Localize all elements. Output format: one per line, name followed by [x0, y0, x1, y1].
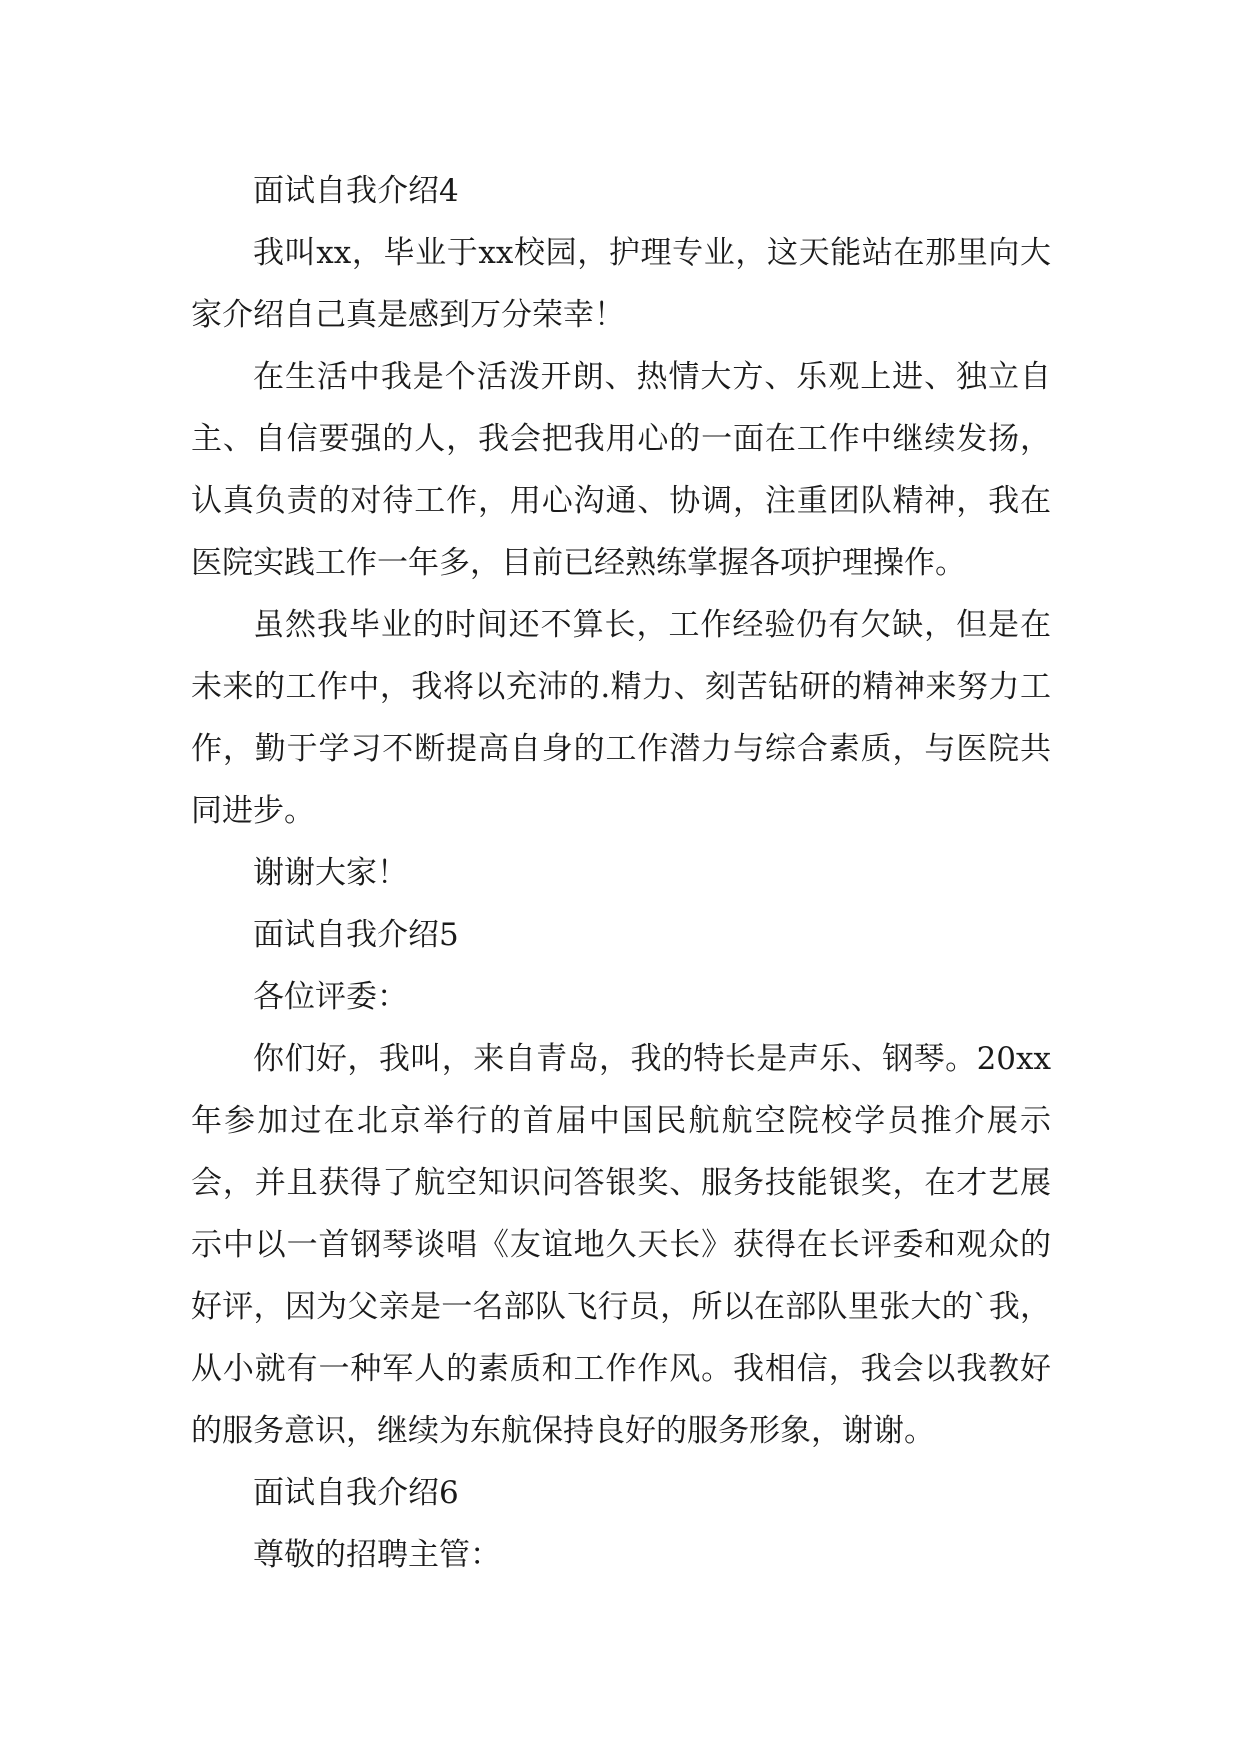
section-heading: 面试自我介绍4	[253, 173, 459, 209]
paragraph: 各位评委：	[253, 979, 408, 1015]
document-body	[191, 160, 1051, 1586]
paragraph: 你们好，我叫，来自青岛，我的特长是声乐、钢琴。20xx年参加过在北京举行的首届中国民航航空院校学员推介展示会，并且获得了航空知识问答银奖、服务技能银奖，在才艺展示中以一首钢琴谈唱《友谊地久天长》获得在长评委和观众的好评，因为父亲是一名部队飞行员，所以在部队里张大的`我，从小就有一种军人的素质和工作作风。我相信，我会以我教好的服务意识，继续为东航保持良好的服务形象，谢谢。	[191, 1041, 1051, 1449]
paragraph: 我叫xx，毕业于xx校园，护理专业，这天能站在那里向大家介绍自己真是感到万分荣幸！	[191, 235, 1051, 333]
section-heading: 面试自我介绍5	[253, 917, 459, 953]
paragraph: 尊敬的招聘主管：	[253, 1537, 501, 1573]
paragraph: 虽然我毕业的时间还不算长，工作经验仍有欠缺，但是在未来的工作中，我将以充沛的.精力、刻苦钻研的精神来努力工作，勤于学习不断提高自身的工作潜力与综合素质，与医院共同进步。	[191, 607, 1051, 829]
paragraph: 在生活中我是个活泼开朗、热情大方、乐观上进、独立自主、自信要强的人，我会把我用心的一面在工作中继续发扬，认真负责的对待工作，用心沟通、协调，注重团队精神，我在医院实践工作一年多，目前已经熟练掌握各项护理操作。	[191, 359, 1051, 581]
paragraph: 谢谢大家！	[253, 855, 408, 891]
section-heading: 面试自我介绍6	[253, 1475, 459, 1511]
